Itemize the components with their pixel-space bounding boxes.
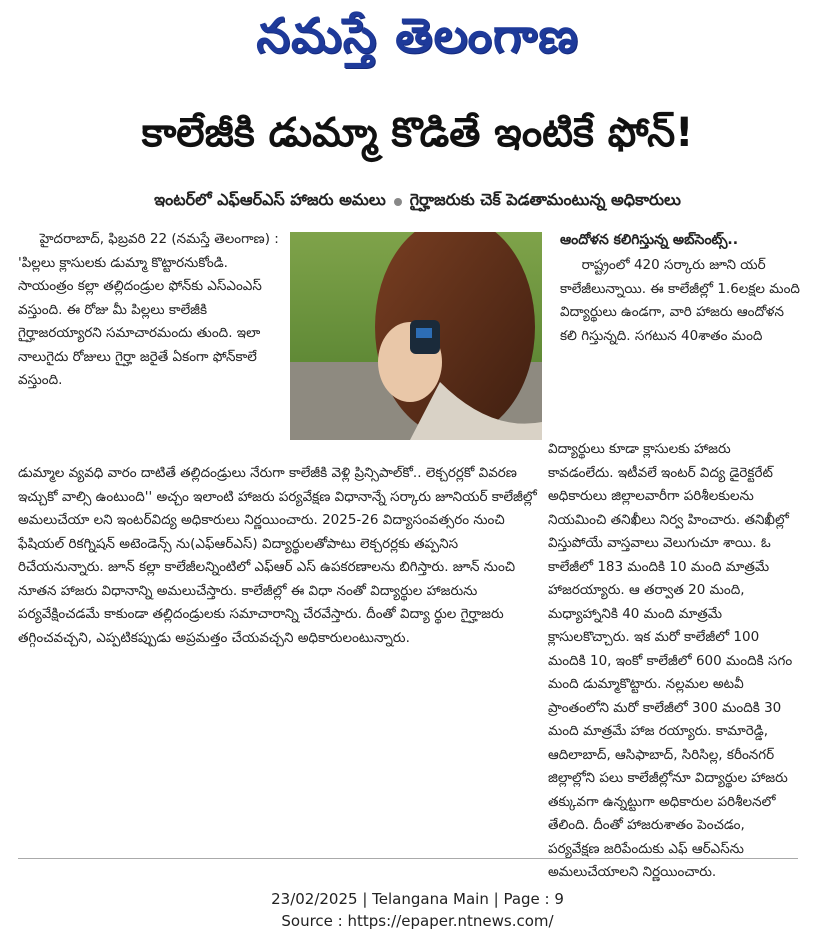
article-column-1-rest [18, 462, 540, 650]
masthead-logo: నమస్తే తెలంగాణ [256, 8, 579, 64]
subheadline [0, 190, 835, 213]
divider [18, 858, 798, 859]
article-photo [290, 232, 542, 440]
sidehead: ఆందోళన కలిగిస్తున్న అబ్‌సెంట్స్.. [560, 232, 739, 248]
article-column-2-top [560, 228, 800, 348]
subhead-left: ఇంటర్‌లో ఎఫ్‌ఆర్‌ఎస్ హాజరు అమలు [154, 190, 386, 209]
article-paragraph: డుమ్మాల వ్యవధి వారం దాటితే తల్లిదండ్రులు నేరుగా కాలేజీకి వెళ్లి ప్రిన్సిపాల్‌కో.. లెక్చరర్లకో వివరణ ఇచ్చుకో వాల్సి ఉంటుంది'' అచ్చం ఇలాంటి హాజరు పర్యవేక్షణ విధానాన్నే సర్కారు జూనియర్ కాలేజీల్లో అమలుచేయా లని ఇంటర్‌విద్య అధికారులు నిర్ణయించారు. 2025-26 విద్యాసంవత్సరం నుంచి ఫేషియల్ రికగ్నిషన్ అటెండెన్స్ ను(ఎఫ్‌ఆర్‌ఎస్) విద్యార్థులతోపాటు లెక్చరర్లకు తప్పనిస రిచేయనున్నారు. జూన్ కల్లా కాలేజీలన్నింటిలో ఎఫ్‌ఆర్ ఎస్ ఉపకరణాలను బిగిస్తారు. జూన్ నుంచి నూతన హాజరు విధానాన్ని అమలుచేస్తారు. కాలేజీల్లో ఈ విధా నంతో విద్యార్థుల హాజరును పర్యవేక్షించడమే కాకుండా తల్లిదండ్రులకు సమాచారాన్ని చేరవేస్తారు. దీంతో విద్యా ర్థుల గైర్హాజరు తగ్గించవచ్చని, ఎప్పటికప్పుడు అప్రమత్తం చేయవచ్చని అధికారులంటున్నారు. [18, 465, 537, 646]
article-column-2-rest [548, 438, 800, 885]
girl-on-phone-image [290, 232, 542, 440]
article-column-1-top [18, 228, 280, 393]
article-paragraph: హైదరాబాద్, ఫిబ్రవరి 22 (నమస్తే తెలంగాణ) : 'పిల్లలు క్లాసులకు డుమ్మా కొట్టారనుకోండి. సాయంత్రం కల్లా తల్లిదండ్రుల ఫోన్‌కు ఎస్‌ఎంఎస్ వస్తుంది. ఈ రోజు మీ పిల్లలు కాలేజీకి గైర్హాజరయ్యారని సమాచారమందు తుంది. ఇలా నాలుగైదు రోజులు గైర్హా జరైతే ఏకంగా ఫోన్‌కాలే వస్తుంది. [18, 231, 279, 388]
subhead-right: గైర్హాజరుకు చెక్ పెడతామంటున్న అధికారులు [409, 190, 681, 209]
footer-source: Source : https://epaper.ntnews.com/ [281, 912, 554, 930]
article-paragraph: విద్యార్థులు కూడా క్లాసులకు హాజరు కావడంలేదు. ఇటీవలే ఇంటర్ విద్య డైరెక్టరేట్ అధికారులు జిల్లాలవారీగా పరిశీలకులను నియమించి తనిఖీలు నిర్వ హించారు. తనిఖీల్లో విస్తుపోయే వాస్తవాలు వెలుగుచూ శాయి. ఓ కాలేజీలో 183 మందికి 10 మంది మాత్రమే హాజరయ్యారు. ఆ తర్వాత 20 మంది, మధ్యాహ్నానికి 40 మంది మాత్రమే క్లాసులకొచ్చారు. ఇక మరో కాలేజీలో 100 మందికి 10, ఇంకో కాలేజీలో 600 మందికి సగం మంది డుమ్మాకొట్టారు. నల్లమల అటవీ ప్రాంతంలోని మరో కాలేజీలో 300 మందికి 30 మంది మాత్రమే హాజ రయ్యారు. కామారెడ్డి, ఆదిలాబాద్, ఆసిఫాబాద్, సిరిసిల్ల, కరీంనగర్ జిల్లాల్లోని పలు కాలేజీల్లోనూ విద్యార్థుల హాజరు తక్కువగా ఉన్నట్టుగా అధికారుల పరిశీలనలో తేలింది. దీంతో హాజరుశాతం పెంచడం, పర్యవేక్షణ జరిపేందుకు ఎఫ్ ఆర్‌ఎస్‌ను అమలుచేయాలని నిర్ణయించారు. [548, 441, 793, 880]
footer-date-edition: 23/02/2025 | Telangana Main | Page : 9 [271, 890, 564, 908]
article-paragraph: రాష్ట్రంలో 420 సర్కారు జూని యర్ కాలేజీలున్నాయి. ఈ కాలేజీల్లో 1.6లక్షల మంది విద్యార్థులు ఉండగా, వారి హాజరు ఆందోళన కలి గిస్తున్నది. సగటున 40శాతం మంది [560, 257, 800, 344]
headline: కాలేజీకి డుమ్మా కొడితే ఇంటికే ఫోన్! [141, 110, 694, 156]
footer [0, 888, 835, 932]
bullet-icon [394, 198, 402, 206]
